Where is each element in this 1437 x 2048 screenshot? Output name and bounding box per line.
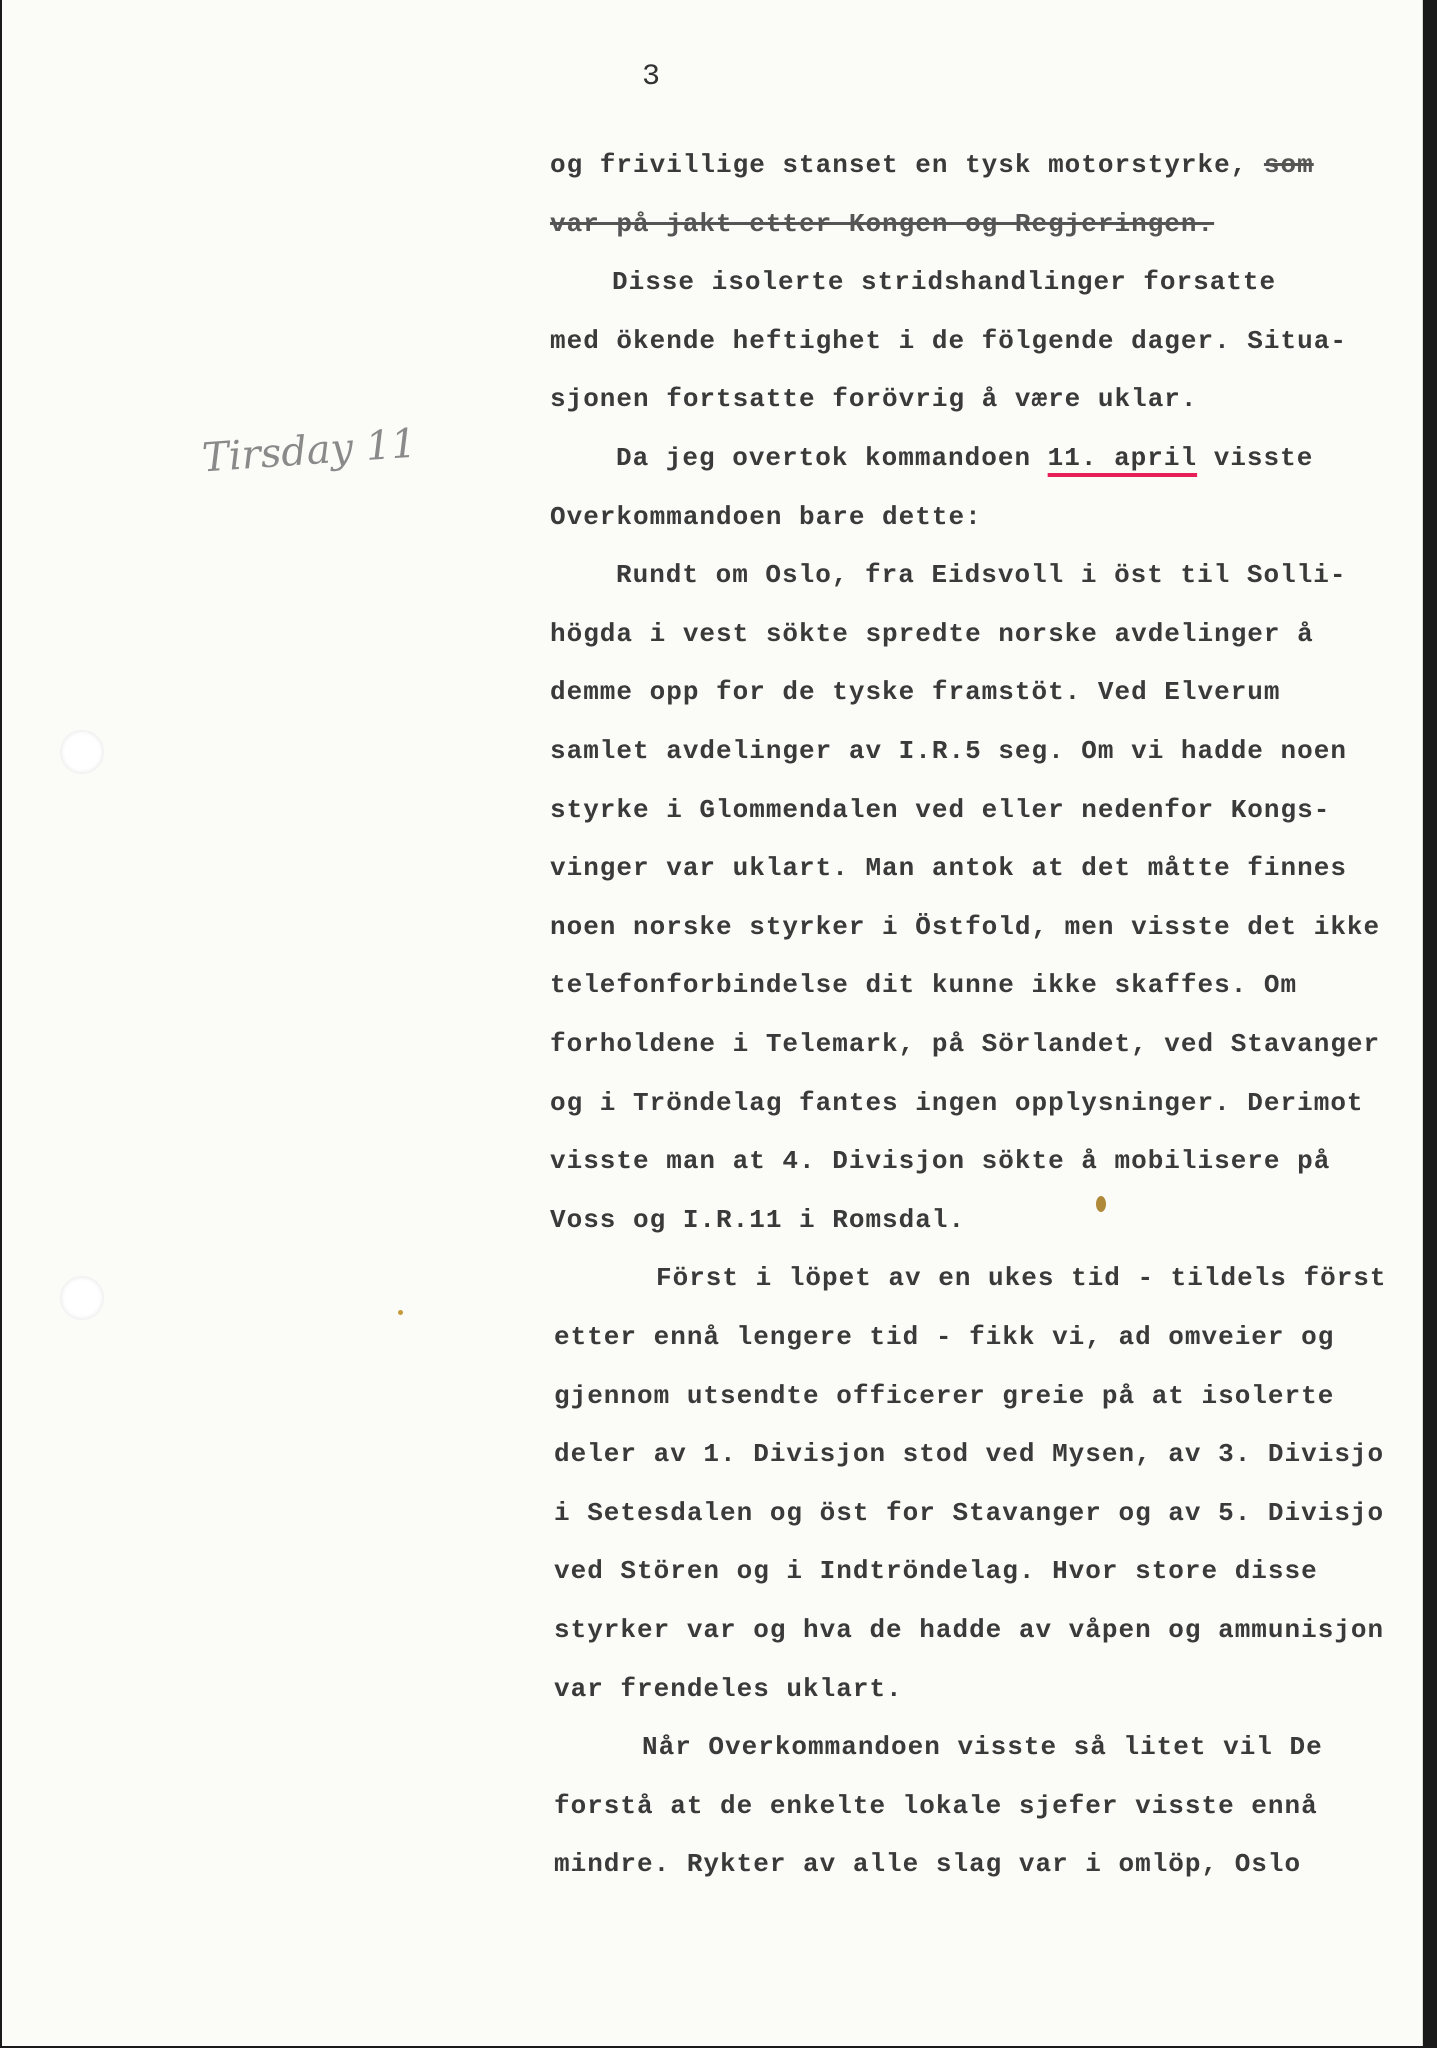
- text-segment: forstå at de enkelte lokale sjefer visste ennå: [554, 1791, 1318, 1821]
- text-segment: og i Tröndelag fantes ingen opplysninger. Derimot: [550, 1088, 1364, 1118]
- text-line: [554, 1674, 903, 1704]
- text-line: [616, 560, 1347, 590]
- text-line: [550, 677, 1281, 707]
- text-line: [554, 1498, 1384, 1528]
- text-line: [554, 1849, 1301, 1879]
- text-line: [656, 1263, 1387, 1293]
- text-line: [554, 1381, 1334, 1411]
- text-line: [554, 1615, 1384, 1645]
- text-segment: styrker var og hva de hadde av våpen og ammunisjon: [554, 1615, 1385, 1645]
- text-line: [550, 912, 1380, 942]
- text-segment: og frivillige stanset en tysk motorstyrke,: [550, 150, 1264, 180]
- text-line: [550, 736, 1347, 766]
- text-segment: med ökende heftighet i de fölgende dager. Situa-: [550, 326, 1347, 356]
- text-line: [550, 1088, 1364, 1118]
- text-line: [554, 1791, 1318, 1821]
- text-segment: Först i löpet av en ukes tid - tildels först: [656, 1263, 1387, 1293]
- text-segment: var frendeles uklart.: [554, 1674, 903, 1704]
- text-segment: Rundt om Oslo, fra Eidsvoll i öst til Solli-: [616, 560, 1347, 590]
- text-line: [550, 1029, 1380, 1059]
- text-line: [550, 209, 1214, 239]
- text-segment: visste man at 4. Divisjon sökte å mobilisere på: [550, 1146, 1331, 1176]
- text-line: [554, 1322, 1334, 1352]
- text-segment: visste: [1197, 443, 1314, 473]
- handwritten-margin-note: Tirsday 11: [200, 420, 419, 482]
- text-segment: telefonforbindelse dit kunne ikke skaffes. Om: [550, 970, 1298, 1000]
- text-line: [616, 443, 1313, 473]
- text-line: [550, 970, 1297, 1000]
- text-line: [550, 619, 1314, 649]
- text-segment: deler av 1. Divisjon stod ved Mysen, av 3. Divisjo: [554, 1439, 1385, 1469]
- text-line: [550, 1146, 1330, 1176]
- struck-text: var på jakt etter Kongen og Regjeringen.: [550, 209, 1215, 239]
- text-line: [550, 384, 1198, 414]
- text-line: [642, 1732, 1323, 1762]
- text-segment: ved Stören og i Indtröndelag. Hvor store disse: [554, 1556, 1318, 1586]
- text-line: [554, 1439, 1384, 1469]
- text-segment: i Setesdalen og öst for Stavanger og av 5. Divisjo: [554, 1498, 1385, 1528]
- text-segment: forholdene i Telemark, på Sörlandet, ved Stavanger: [550, 1029, 1381, 1059]
- punch-hole-lower: [60, 1276, 104, 1320]
- text-line: [550, 1205, 965, 1235]
- text-line: [550, 502, 982, 532]
- text-segment: högda i vest sökte spredte norske avdelinger å: [550, 619, 1314, 649]
- text-line: [550, 150, 1314, 180]
- text-segment: Voss og I.R.11 i Romsdal.: [550, 1205, 966, 1235]
- ink-speck: [398, 1310, 403, 1315]
- text-segment: mindre. Rykter av alle slag var i omlöp, Oslo: [554, 1849, 1302, 1879]
- text-segment: noen norske styrker i Östfold, men visste det ikke: [550, 912, 1381, 942]
- text-line: [612, 267, 1276, 297]
- text-segment: gjennom utsendte officerer greie på at isolerte: [554, 1381, 1335, 1411]
- text-segment: styrke i Glommendalen ved eller nedenfor Kongs-: [550, 795, 1331, 825]
- document-page: [2, 0, 1423, 2046]
- underlined-date: 11. april: [1047, 443, 1198, 473]
- ink-speck: [1096, 1196, 1106, 1212]
- text-segment: samlet avdelinger av I.R.5 seg. Om vi hadde noen: [550, 736, 1347, 766]
- text-line: [550, 795, 1330, 825]
- struck-text: som: [1263, 150, 1314, 180]
- page-number: 3: [642, 60, 661, 94]
- text-segment: etter ennå lengere tid - fikk vi, ad omveier og: [554, 1322, 1335, 1352]
- text-segment: Når Overkommandoen visste så litet vil De: [642, 1732, 1323, 1762]
- text-segment: Disse isolerte stridshandlinger forsatte: [612, 267, 1277, 297]
- text-segment: sjonen fortsatte forövrig å være uklar.: [550, 384, 1198, 414]
- text-segment: Overkommandoen bare dette:: [550, 502, 982, 532]
- text-segment: demme opp for de tyske framstöt. Ved Elverum: [550, 677, 1281, 707]
- text-segment: Da jeg overtok kommandoen: [616, 443, 1048, 473]
- text-line: [554, 1556, 1318, 1586]
- text-line: [550, 853, 1347, 883]
- punch-hole-upper: [60, 730, 104, 774]
- text-segment: vinger var uklart. Man antok at det måtte finnes: [550, 853, 1347, 883]
- text-line: [550, 326, 1347, 356]
